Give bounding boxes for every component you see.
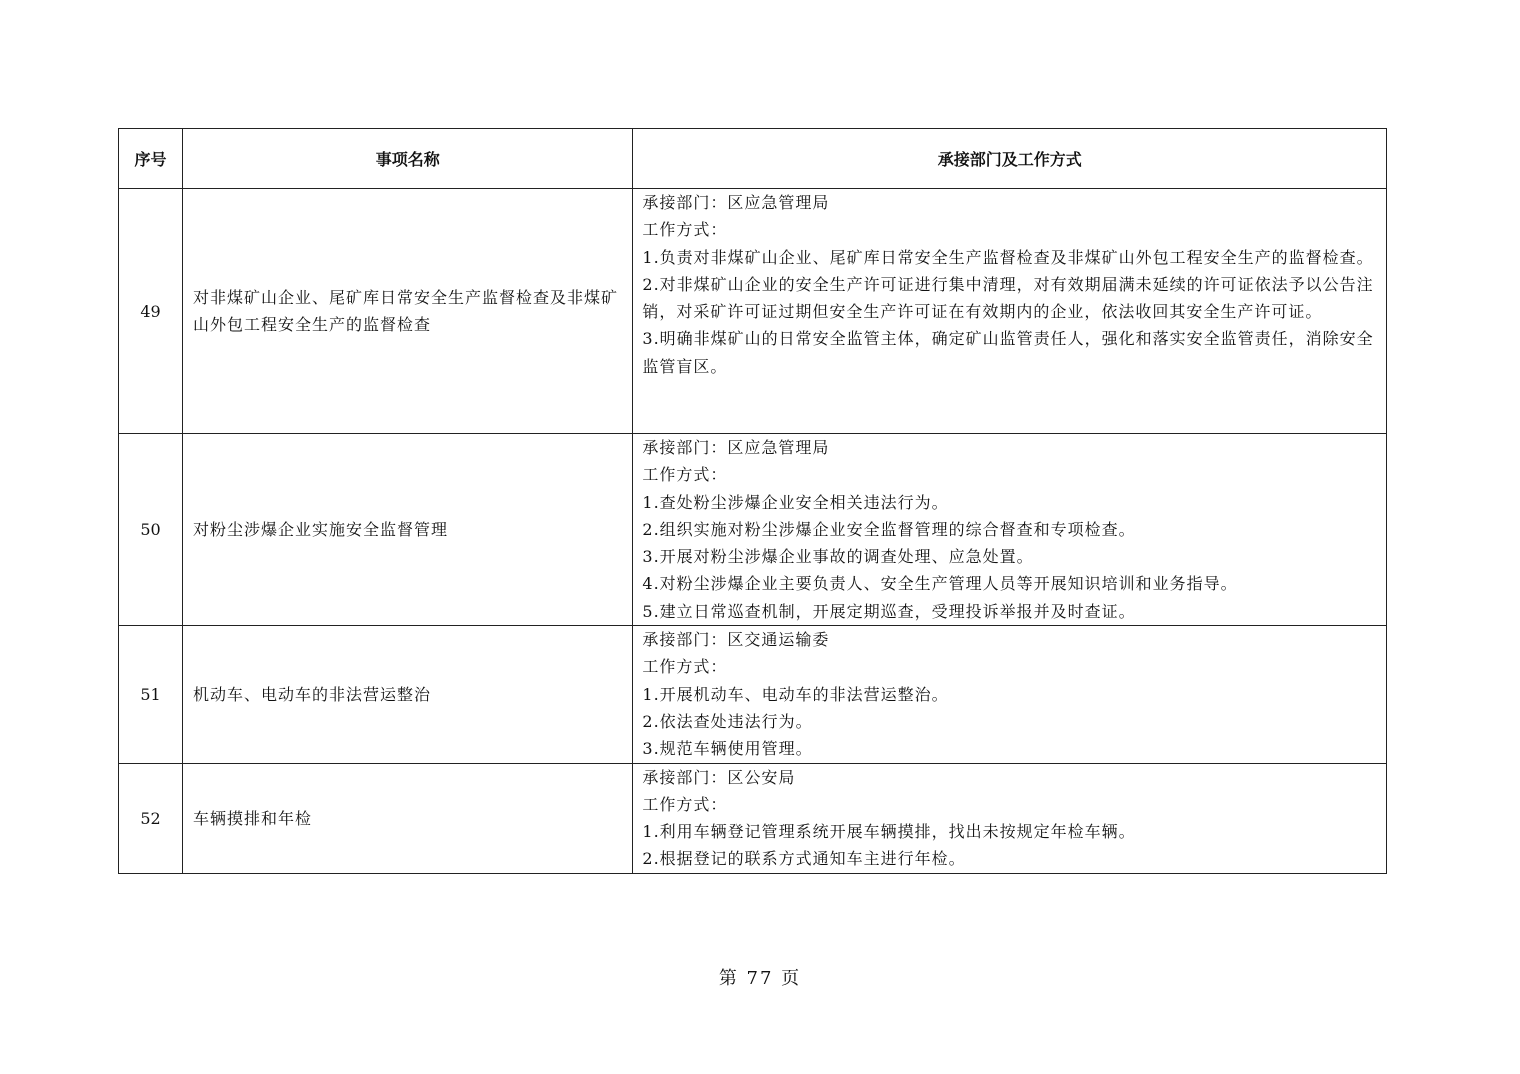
work-line: 4.对粉尘涉爆企业主要负责人、安全生产管理人员等开展知识培训和业务指导。 xyxy=(642,574,1238,594)
work-line: 1.开展机动车、电动车的非法营运整治。 xyxy=(642,684,949,704)
row-work-details xyxy=(633,189,1387,434)
header-department-and-method: 承接部门及工作方式 xyxy=(633,129,1387,189)
row-serial-number: 49 xyxy=(119,189,183,434)
work-line: 2.根据登记的联系方式通知车主进行年检。 xyxy=(642,849,966,869)
work-line: 承接部门：区应急管理局 xyxy=(642,438,830,457)
work-line: 工作方式： xyxy=(642,220,728,240)
table-row xyxy=(119,434,1387,626)
work-line: 1.查处粉尘涉爆企业安全相关违法行为。 xyxy=(642,492,949,512)
row-serial-number: 50 xyxy=(119,434,183,626)
work-line: 1.负责对非煤矿山企业、尾矿库日常安全生产监督检查及非煤矿山外包工程安全生产的监督检查。 xyxy=(642,247,1374,267)
row-work-details xyxy=(633,763,1387,873)
row-serial-number: 52 xyxy=(119,763,183,873)
row-work-details xyxy=(633,434,1387,626)
header-serial-number: 序号 xyxy=(119,129,183,189)
table-row xyxy=(119,626,1387,763)
work-line: 工作方式： xyxy=(642,657,728,677)
work-line: 5.建立日常巡查机制，开展定期巡查，受理投诉举报并及时查证。 xyxy=(642,601,1136,621)
work-line: 工作方式： xyxy=(642,465,728,485)
work-line: 承接部门：区交通运输委 xyxy=(642,630,830,650)
row-matter-name: 对粉尘涉爆企业实施安全监督管理 xyxy=(183,434,633,626)
row-matter-name: 车辆摸排和年检 xyxy=(183,763,633,873)
work-line: 1.利用车辆登记管理系统开展车辆摸排，找出未按规定年检车辆。 xyxy=(642,822,1136,842)
page-number: 第 77 页 xyxy=(718,968,802,989)
table-header-row xyxy=(119,129,1387,189)
row-matter-name: 对非煤矿山企业、尾矿库日常安全生产监督检查及非煤矿山外包工程安全生产的监督检查 xyxy=(183,189,633,434)
work-line: 2.对非煤矿山企业的安全生产许可证进行集中清理，对有效期届满未延续的许可证依法予以公告注销，对采矿许可证过期但安全生产许可证在有效期内的企业，依法收回其安全生产许可证。 xyxy=(642,274,1374,322)
row-serial-number: 51 xyxy=(119,626,183,763)
work-line: 3.规范车辆使用管理。 xyxy=(642,739,813,759)
work-line: 3.开展对粉尘涉爆企业事故的调查处理、应急处置。 xyxy=(642,547,1034,567)
row-matter-name: 机动车、电动车的非法营运整治 xyxy=(183,626,633,763)
table-row xyxy=(119,189,1387,434)
work-line: 承接部门：区公安局 xyxy=(642,767,796,787)
work-line: 2.组织实施对粉尘涉爆企业安全监督管理的综合督查和专项检查。 xyxy=(642,519,1136,539)
matters-table xyxy=(118,128,1387,874)
work-line: 承接部门：区应急管理局 xyxy=(642,193,830,212)
work-line: 工作方式： xyxy=(642,794,728,814)
work-line: 2.依法查处违法行为。 xyxy=(642,711,813,731)
work-line: 3.明确非煤矿山的日常安全监管主体，确定矿山监管责任人，强化和落实安全监管责任，消除安全监管盲区。 xyxy=(642,329,1374,376)
table-row xyxy=(119,763,1387,873)
header-matter-name: 事项名称 xyxy=(183,129,633,189)
row-work-details xyxy=(633,626,1387,763)
